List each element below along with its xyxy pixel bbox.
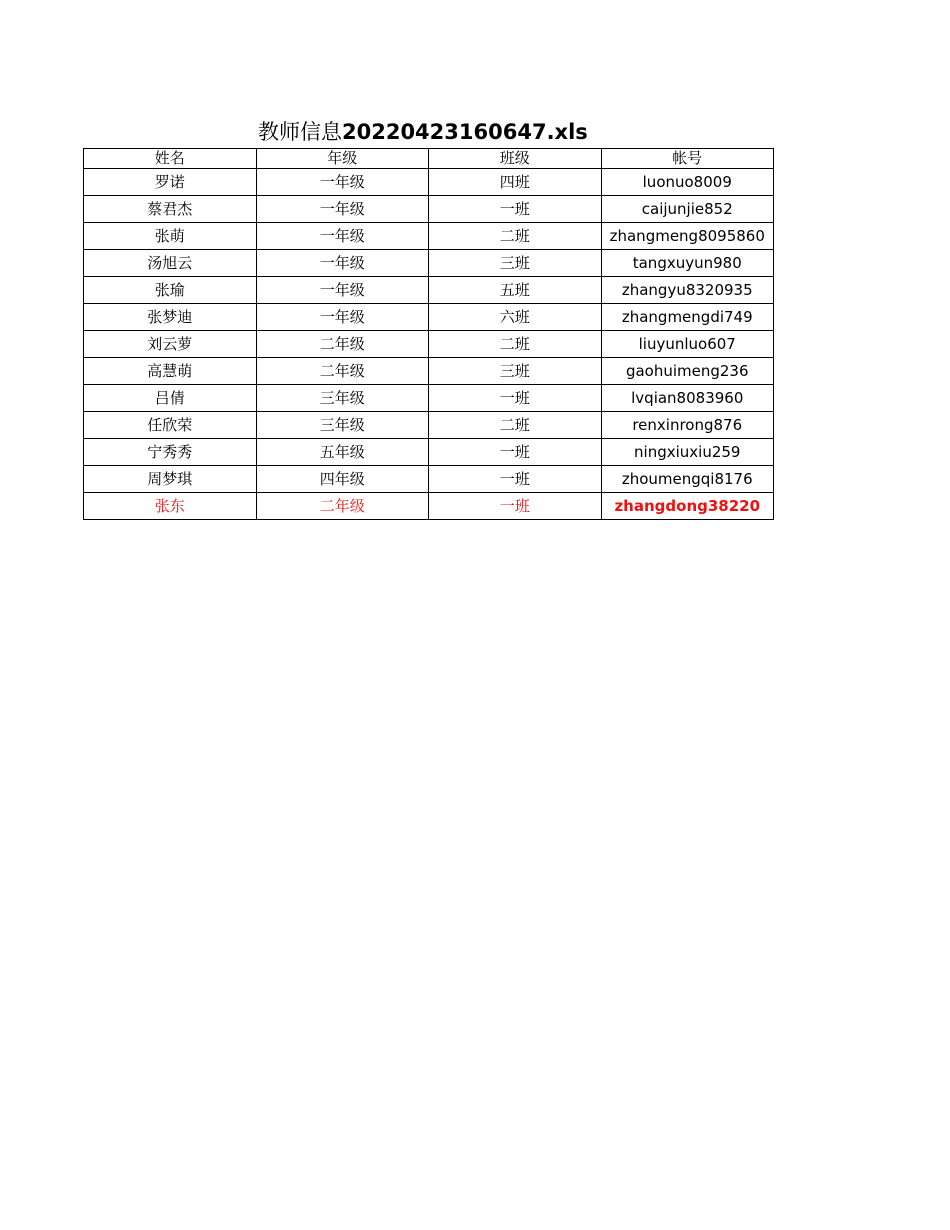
cell-name: 罗诺 [84,169,257,196]
cell-name: 宁秀秀 [84,439,257,466]
header-class: 班级 [429,149,602,169]
cell-class: 三班 [429,358,602,385]
cell-account: zhangmeng8095860 [601,223,774,250]
table-row [84,412,774,439]
document-title [258,118,588,146]
cell-grade: 一年级 [256,169,429,196]
cell-account: ningxiuxiu259 [601,439,774,466]
cell-name: 张萌 [84,223,257,250]
table-row [84,169,774,196]
cell-class: 一班 [429,439,602,466]
cell-name: 高慧萌 [84,358,257,385]
cell-account: zhangyu8320935 [601,277,774,304]
cell-grade: 二年级 [256,493,429,520]
cell-account: gaohuimeng236 [601,358,774,385]
cell-name: 张瑜 [84,277,257,304]
cell-name: 刘云萝 [84,331,257,358]
cell-grade: 二年级 [256,331,429,358]
cell-class: 五班 [429,277,602,304]
cell-class: 三班 [429,250,602,277]
table-row [84,196,774,223]
cell-class: 一班 [429,493,602,520]
cell-name: 汤旭云 [84,250,257,277]
cell-class: 六班 [429,304,602,331]
cell-name: 蔡君杰 [84,196,257,223]
cell-class: 四班 [429,169,602,196]
cell-grade: 一年级 [256,250,429,277]
cell-name: 吕倩 [84,385,257,412]
table-row [84,466,774,493]
header-row [84,149,774,169]
cell-account: zhangmengdi749 [601,304,774,331]
teacher-info-table [83,148,774,520]
table-row-highlighted [84,493,774,520]
cell-account: zhoumengqi8176 [601,466,774,493]
cell-name: 张东 [84,493,257,520]
table-row [84,331,774,358]
cell-name: 张梦迪 [84,304,257,331]
cell-name: 任欣荣 [84,412,257,439]
cell-grade: 一年级 [256,277,429,304]
header-grade: 年级 [256,149,429,169]
cell-class: 二班 [429,331,602,358]
cell-account: liuyunluo607 [601,331,774,358]
title-prefix: 教师信息 [258,120,342,144]
table-row [84,277,774,304]
cell-account: renxinrong876 [601,412,774,439]
cell-grade: 三年级 [256,385,429,412]
cell-account: lvqian8083960 [601,385,774,412]
cell-account: luonuo8009 [601,169,774,196]
cell-class: 一班 [429,196,602,223]
cell-grade: 一年级 [256,223,429,250]
table-row [84,358,774,385]
cell-class: 二班 [429,223,602,250]
cell-grade: 三年级 [256,412,429,439]
cell-name: 周梦琪 [84,466,257,493]
cell-account: zhangdong38220 [601,493,774,520]
cell-account: caijunjie852 [601,196,774,223]
header-account: 帐号 [601,149,774,169]
title-filename: 20220423160647.xls [342,120,588,144]
cell-account: tangxuyun980 [601,250,774,277]
table-row [84,304,774,331]
cell-class: 一班 [429,466,602,493]
cell-grade: 一年级 [256,304,429,331]
cell-grade: 一年级 [256,196,429,223]
header-name: 姓名 [84,149,257,169]
table-row [84,250,774,277]
cell-class: 二班 [429,412,602,439]
table-row [84,385,774,412]
table-row [84,223,774,250]
table-row [84,439,774,466]
cell-grade: 四年级 [256,466,429,493]
cell-grade: 五年级 [256,439,429,466]
cell-class: 一班 [429,385,602,412]
cell-grade: 二年级 [256,358,429,385]
